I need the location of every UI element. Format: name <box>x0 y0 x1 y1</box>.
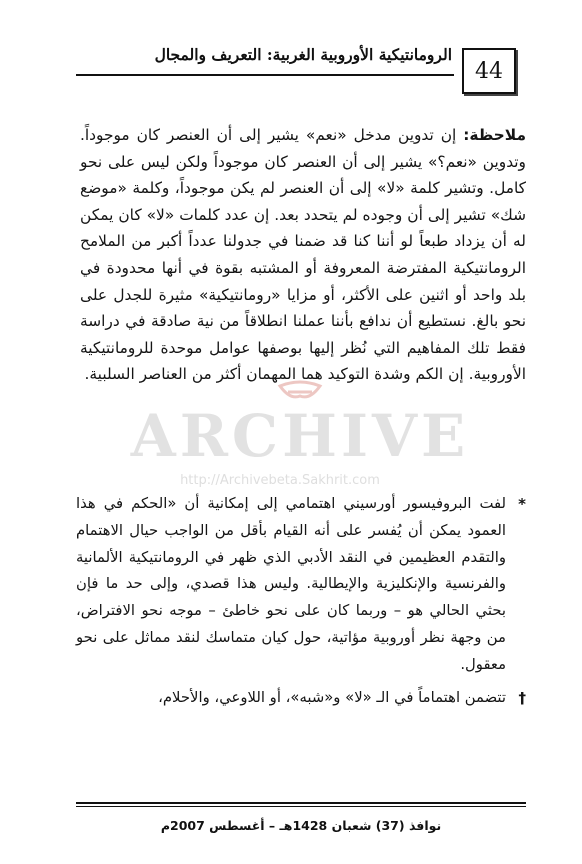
footnote <box>76 491 526 679</box>
footnotes <box>76 491 526 717</box>
archive-watermark <box>130 378 470 498</box>
running-title: الرومانتيكية الأوروبية الغربية: التعريف والمجال <box>154 45 452 64</box>
footer-rule <box>76 802 526 804</box>
watermark-logo-text: ARCHIVE <box>130 402 470 470</box>
page-number: 44 <box>475 58 503 84</box>
footnote-marker: * <box>518 495 526 513</box>
watermark-url: http://Archivebeta.Sakhrit.com <box>180 473 380 488</box>
note-text: إن تدوين مدخل «نعم» يشير إلى أن العنصر كان موجوداً. وتدوين «نعم؟» يشير إلى أن العنصر كان موجوداً ولكن ليس على نحو كامل. وتشير كلمة «لا» إلى أن العنصر لم يكن موجوداً، وكلمة «موضع شك» تشير إلى أن وجوده لم يتحدد بعد. إن عدد كلمات «لا» كان يمكن له أن يزداد طبعاً لو أننا كنا قد ضمنا في جدولنا عدداً أكبر من الملامح الرومانتيكية المفترضة المعروفة أو المشتبه بقوة في أنها محدودة في بلد واحد أو اثنين على الأكثر، أو مزايا «رومانتيكية» مثيرة للجدل على نحو بالغ. نستطيع أن ندافع بأننا عملنا انطلاقاً من نية صادقة في دراسة فقط تلك المفاهيم التي نُظر إليها بوصفها عوامل موحدة للرومانتيكية الأوروبية. إن الكم وشدة التوكيد هما المهمان أكثر من العناصر السلبية. <box>80 126 526 384</box>
body-text <box>80 122 526 388</box>
footer-text: نوافذ (37) شعبان 1428هـ – أغسطس 2007م <box>160 818 442 833</box>
footnote-text: لفت البروفيسور أورسيني اهتمامي إلى إمكانية أن «الحكم في هذا العمود يمكن أن يُفسر على أنه القيام بأقل من الواجب حيال الاهتمام والتقدم العظيمين في النقد الأدبي الذي ظهر في الرومانتيكية الألمانية والفرنسية والإنكليزية والإيطالية. وليس هذا قصدي، وإلى حد ما فإن بحثي الحالي هو – وربما كان على نحو خاطئ – موجه نحو الافتراض، من وجهة نظر أوروبية مؤاتية، حول كيان متماسك لنقد مماثل على نحو معقول. <box>76 495 506 673</box>
note-label: ملاحظة: <box>463 126 526 144</box>
footer-rule-thin <box>76 806 526 807</box>
footnote <box>76 685 526 712</box>
footnote-text: تتضمن اهتماماً في الـ «لا» و«شبه»، أو اللاوعي، والأحلام، <box>158 688 506 706</box>
header-rule <box>76 74 454 76</box>
footnote-marker: † <box>518 688 526 707</box>
note-paragraph <box>80 122 526 388</box>
page-number-box <box>462 48 516 94</box>
